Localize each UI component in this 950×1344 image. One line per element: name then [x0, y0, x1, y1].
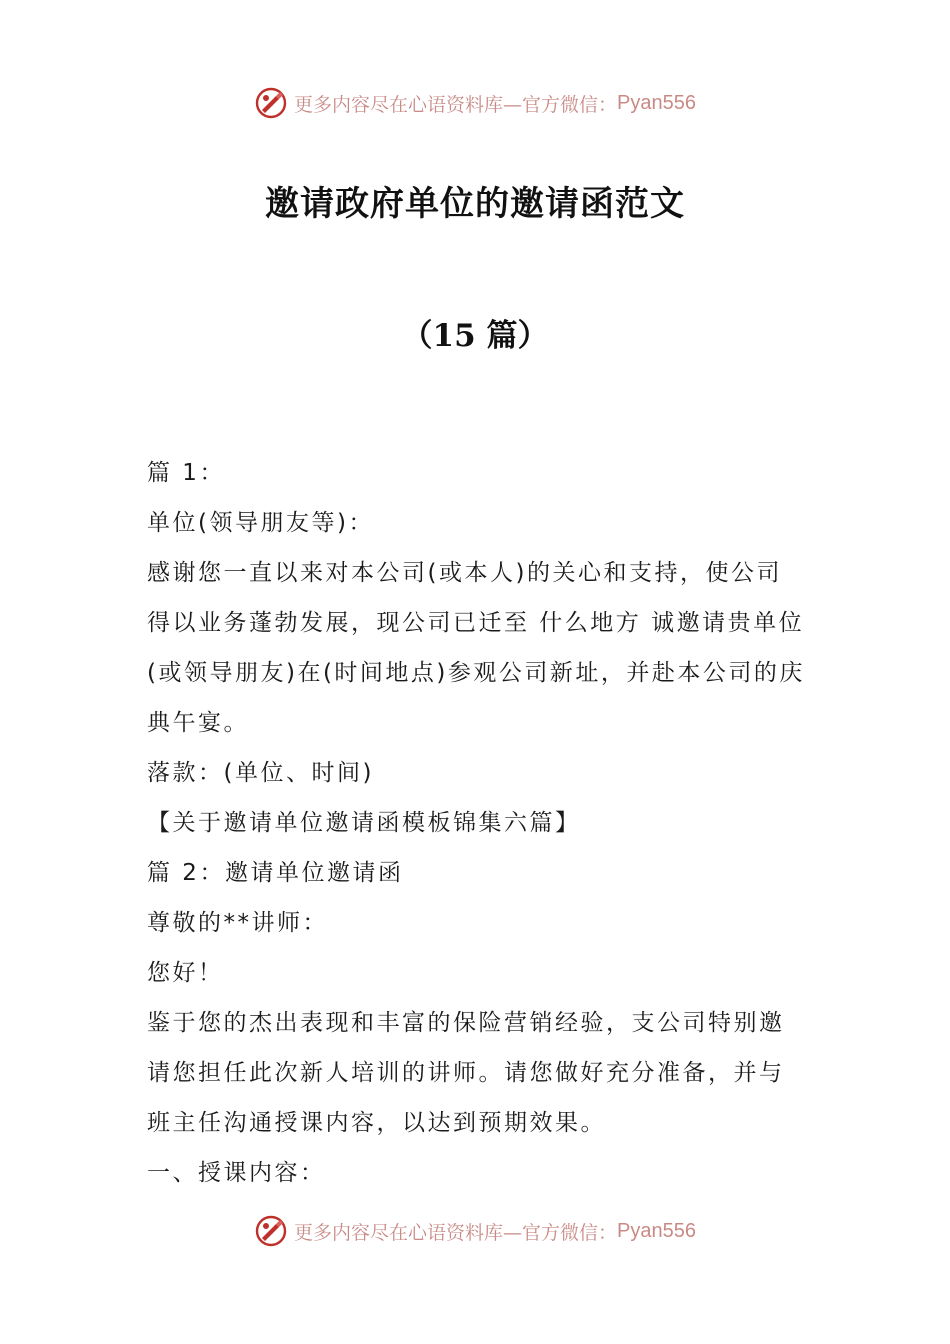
banner-wechat-id: Pyan556 — [617, 1219, 696, 1242]
paragraph: 篇 1： — [147, 460, 225, 486]
banner-text: 更多内容尽在心语资料库—官方微信： — [294, 1221, 618, 1244]
banner-wechat-id: Pyan556 — [617, 91, 696, 114]
paragraph: 尊敬的**讲师： — [147, 910, 328, 936]
paragraph: 一、授课内容： — [147, 1160, 326, 1186]
paragraph: 您好！ — [147, 960, 224, 986]
paragraph: 落款：(单位、时间) — [147, 760, 374, 786]
header-watermark-banner — [0, 83, 950, 123]
paragraph: 鉴于您的杰出表现和丰富的保险营销经验，支公司特别邀请您担任此次新人培训的讲师。请您做好充分准备，并与班主任沟通授课内容，以达到预期效果。 — [147, 1010, 785, 1136]
paragraph: 【关于邀请单位邀请函模板锦集六篇】 — [147, 810, 581, 836]
footer-watermark-banner — [0, 1211, 950, 1251]
banner-text: 更多内容尽在心语资料库—官方微信： — [294, 93, 618, 116]
paragraph: 感谢您一直以来对本公司(或本人)的关心和支持，使公司得以业务蓬勃发展，现公司已迁至 什么地方 诚邀请贵单位(或领导朋友)在(时间地点)参观公司新址，并赴本公司的庆典午宴。 — [147, 560, 805, 736]
paragraph: 单位(领导朋友等)： — [147, 510, 374, 536]
document-title: 邀请政府单位的邀请函范文 — [265, 184, 685, 224]
document-body — [147, 448, 807, 1198]
logo-icon — [254, 1214, 288, 1248]
document-subtitle: （15 篇） — [401, 318, 549, 354]
paragraph: 篇 2：邀请单位邀请函 — [147, 860, 404, 886]
logo-icon — [254, 86, 288, 120]
